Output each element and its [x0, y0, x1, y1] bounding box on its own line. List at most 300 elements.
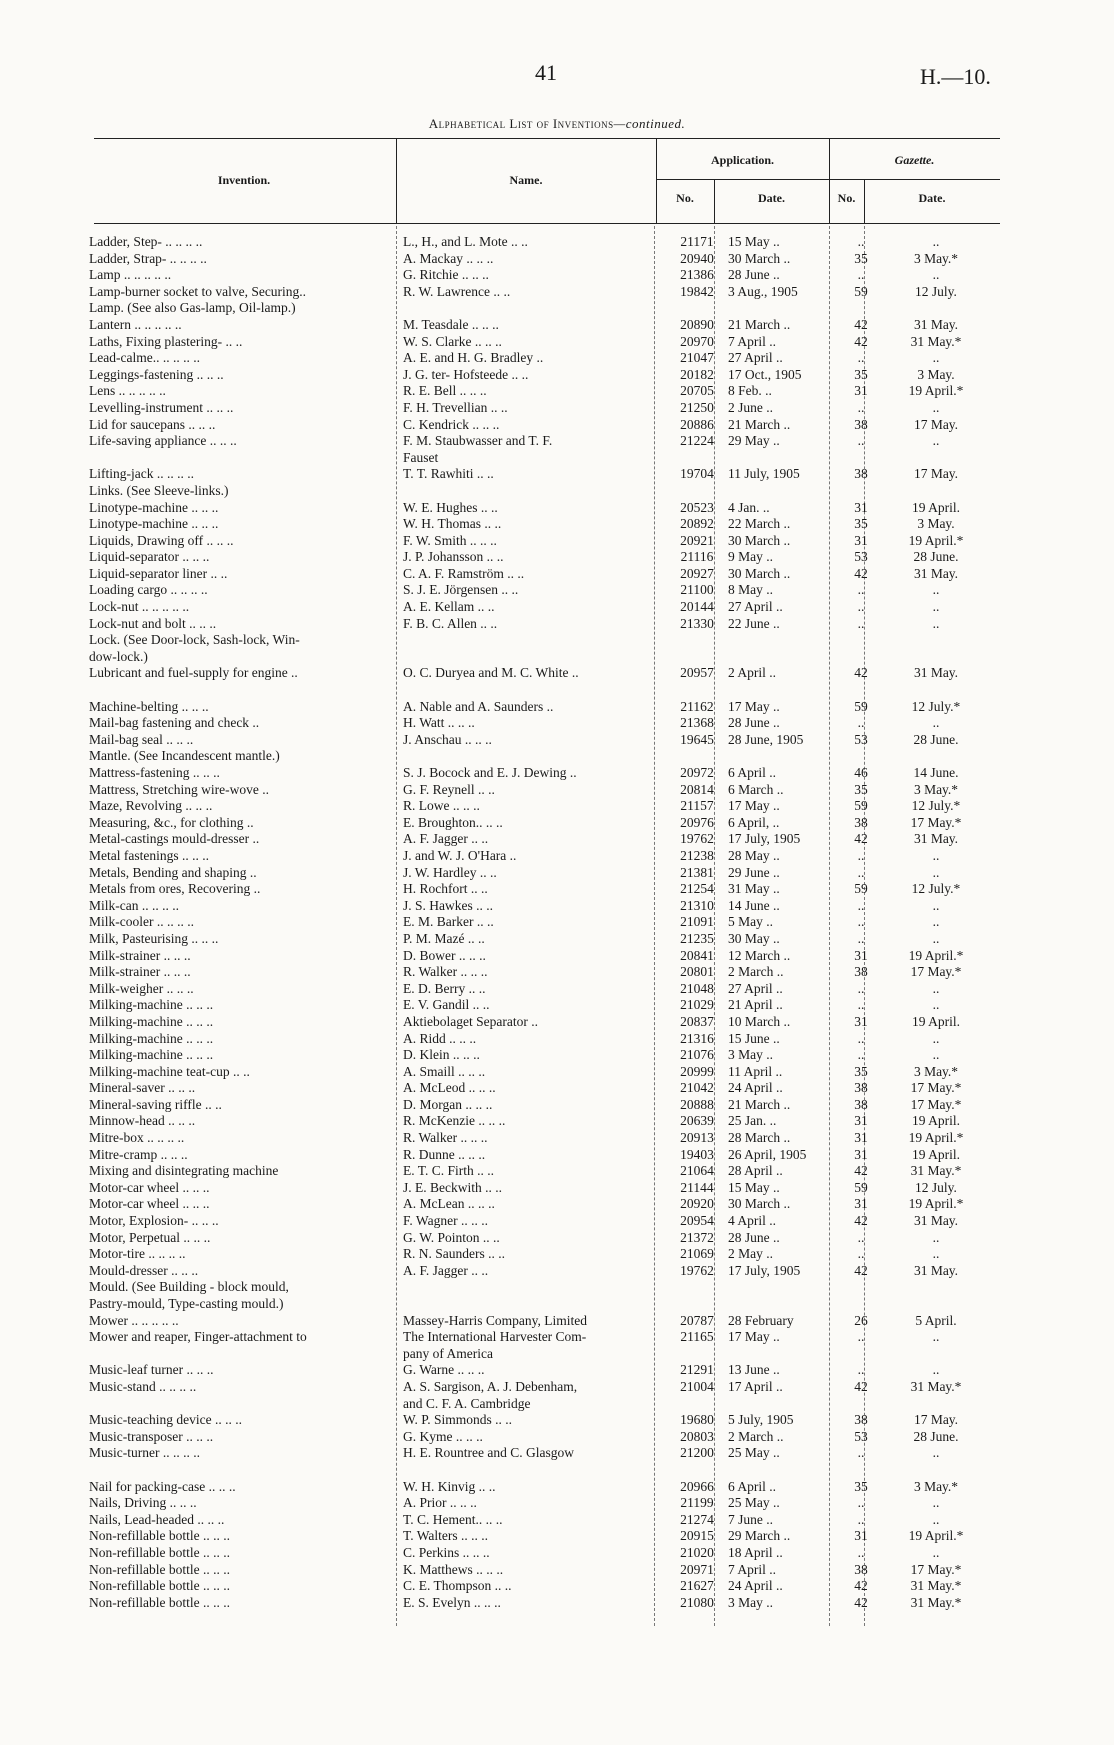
- gazette-date-cell: 31 May.: [913, 665, 959, 681]
- app-date-cell: 27 April ..: [728, 599, 783, 615]
- table-row: [86, 848, 1006, 865]
- gazette-date-cell: ..: [932, 847, 940, 863]
- gazette-no-cell: ..: [857, 897, 865, 913]
- app-date-cell: 2 May ..: [728, 1246, 773, 1262]
- app-no-cell: 21368: [680, 715, 714, 731]
- invention-cell: dow-lock.): [89, 648, 148, 664]
- name-cell: A. F. Jagger .. ..: [403, 1262, 489, 1278]
- gazette-no-cell: 42: [854, 1578, 868, 1594]
- invention-cell: Mail-bag seal .. .. ..: [89, 731, 194, 747]
- gazette-date-cell: ..: [932, 234, 940, 249]
- gazette-no-cell: 42: [854, 1594, 868, 1610]
- app-no-cell: 20144: [680, 599, 714, 615]
- app-date-cell: 6 April ..: [728, 1478, 777, 1494]
- gazette-no-cell: ..: [857, 980, 865, 996]
- gazette-date-cell: ..: [932, 1246, 940, 1262]
- name-cell: R. Dunne .. .. ..: [403, 1146, 486, 1162]
- app-date-cell: 28 June, 1905: [728, 731, 804, 747]
- table-row: [86, 433, 1006, 450]
- app-no-cell: 21157: [680, 798, 714, 814]
- gazette-no-cell: 59: [854, 881, 868, 897]
- section-gap: [86, 682, 1006, 699]
- gazette-no-cell: 38: [854, 416, 868, 432]
- app-no-cell: 21029: [680, 997, 714, 1013]
- name-cell: W. P. Simmonds .. ..: [403, 1412, 513, 1428]
- gazette-date-cell: ..: [932, 267, 940, 283]
- gazette-no-cell: 31: [854, 532, 868, 548]
- gazette-date-cell: 17 May.: [913, 466, 959, 482]
- name-cell: E. Broughton.. .. ..: [403, 814, 503, 830]
- col-gaz-date: Date.: [918, 191, 946, 205]
- invention-cell: Links. (See Sleeve-links.): [89, 482, 229, 498]
- invention-cell: Milk-weigher .. .. ..: [89, 980, 194, 996]
- name-cell: A. Nable and A. Saunders ..: [403, 698, 554, 714]
- app-date-cell: 10 March ..: [728, 1013, 791, 1029]
- invention-cell: Mattress, Stretching wire-wove ..: [89, 781, 269, 797]
- app-date-cell: 11 July, 1905: [728, 466, 800, 482]
- app-date-cell: 25 May ..: [728, 1445, 780, 1461]
- invention-cell: Mitre-box .. .. .. ..: [89, 1130, 185, 1146]
- app-no-cell: 21047: [680, 350, 714, 366]
- app-date-cell: 28 February: [728, 1312, 794, 1328]
- app-no-cell: 19762: [680, 1262, 714, 1278]
- gazette-no-cell: 59: [854, 283, 868, 299]
- gazette-no-cell: 42: [854, 1378, 868, 1394]
- name-cell: J. P. Johansson .. ..: [403, 549, 504, 565]
- app-no-cell: 19762: [680, 831, 714, 847]
- table-row: [86, 1163, 1006, 1180]
- name-cell: J. W. Hardley .. ..: [403, 864, 497, 880]
- gazette-date-cell: 31 May.*: [910, 1378, 962, 1394]
- app-date-cell: 7 April ..: [728, 333, 777, 349]
- gazette-no-cell: 35: [854, 516, 868, 532]
- table-row: [86, 865, 1006, 882]
- gazette-date-cell: 17 May.: [913, 416, 959, 432]
- name-cell: S. J. Bocock and E. J. Dewing ..: [403, 765, 577, 780]
- gazette-no-cell: 42: [854, 565, 868, 581]
- app-no-cell: 20814: [680, 781, 714, 797]
- invention-cell: Milking-machine .. .. ..: [89, 1030, 214, 1046]
- name-cell: E. D. Berry .. ..: [403, 980, 486, 996]
- app-date-cell: 2 June ..: [728, 399, 773, 415]
- gazette-no-cell: 38: [854, 1096, 868, 1112]
- app-date-cell: 31 May ..: [728, 881, 780, 897]
- app-date-cell: 15 May ..: [728, 1179, 780, 1195]
- invention-cell: Mineral-saving riffle .. ..: [89, 1096, 222, 1112]
- app-date-cell: 6 April, ..: [728, 814, 780, 830]
- app-date-cell: 21 March ..: [728, 416, 791, 432]
- invention-cell: Metal fastenings .. .. ..: [89, 847, 209, 863]
- gazette-date-cell: 31 May.: [913, 565, 959, 581]
- gazette-date-cell: ..: [932, 1229, 940, 1245]
- table-row: [86, 765, 1006, 782]
- invention-cell: Milk-strainer .. .. ..: [89, 964, 191, 980]
- gazette-date-cell: ..: [932, 1329, 940, 1345]
- gazette-no-cell: 31: [854, 383, 868, 399]
- gazette-date-cell: ..: [932, 582, 940, 598]
- invention-cell: Mail-bag fastening and check ..: [89, 715, 260, 731]
- invention-cell: Lifting-jack .. .. .. ..: [89, 466, 194, 482]
- app-date-cell: 17 Oct., 1905: [728, 366, 802, 382]
- name-cell: R. Lowe .. .. ..: [403, 798, 480, 814]
- app-no-cell: 20890: [680, 316, 714, 332]
- app-date-cell: 13 June ..: [728, 1362, 780, 1378]
- gazette-no-cell: 35: [854, 366, 868, 382]
- gazette-no-cell: 35: [854, 781, 868, 797]
- gazette-date-cell: ..: [932, 1511, 940, 1527]
- app-no-cell: 20801: [680, 964, 714, 980]
- invention-cell: Lubricant and fuel-supply for engine ..: [89, 665, 298, 681]
- gazette-date-cell: 17 May.*: [910, 1561, 962, 1577]
- invention-cell: Motor-car wheel .. .. ..: [89, 1196, 210, 1212]
- gazette-date-cell: 31 May.*: [910, 1163, 962, 1179]
- section-gap: [86, 1462, 1006, 1479]
- app-date-cell: 6 April ..: [728, 765, 777, 780]
- app-date-cell: 24 April ..: [728, 1080, 783, 1096]
- app-date-cell: 2 March ..: [728, 1428, 784, 1444]
- app-no-cell: 20940: [680, 250, 714, 266]
- app-no-cell: 21162: [680, 698, 714, 714]
- name-cell: E. M. Barker .. ..: [403, 914, 494, 930]
- table-row: [86, 1313, 1006, 1330]
- name-cell: G. Warne .. .. ..: [403, 1362, 485, 1378]
- app-date-cell: 28 June ..: [728, 1229, 780, 1245]
- invention-cell: Mattress-fastening .. .. ..: [89, 765, 220, 780]
- app-no-cell: 21069: [680, 1246, 714, 1262]
- gazette-date-cell: 3 May.*: [913, 250, 959, 266]
- name-cell: C. E. Thompson .. ..: [403, 1578, 512, 1594]
- invention-cell: Music-transposer .. .. ..: [89, 1428, 214, 1444]
- app-date-cell: 3 May ..: [728, 1047, 773, 1063]
- gazette-no-cell: ..: [857, 1030, 865, 1046]
- app-no-cell: 19704: [680, 466, 714, 482]
- col-invention: Invention.: [217, 173, 271, 187]
- gazette-date-cell: 19 April.*: [908, 1528, 964, 1544]
- gazette-date-cell: ..: [932, 399, 940, 415]
- app-no-cell: 21627: [680, 1578, 714, 1594]
- invention-cell: Lock-nut .. .. .. .. ..: [89, 599, 190, 615]
- gazette-date-cell: ..: [932, 615, 940, 631]
- table-row: [86, 798, 1006, 815]
- app-date-cell: 17 July, 1905: [728, 831, 801, 847]
- gazette-no-cell: ..: [857, 1362, 865, 1378]
- invention-cell: Metals from ores, Recovering ..: [89, 881, 261, 897]
- app-date-cell: 28 June ..: [728, 267, 780, 283]
- gazette-date-cell: 17 May.*: [910, 814, 962, 830]
- gazette-date-cell: 3 May.*: [913, 1478, 959, 1494]
- table-row: [86, 1445, 1006, 1462]
- gazette-no-cell: ..: [857, 997, 865, 1013]
- app-no-cell: 21048: [680, 980, 714, 996]
- table-row: [86, 1412, 1006, 1429]
- table-row: [86, 383, 1006, 400]
- table-row: [86, 782, 1006, 799]
- app-date-cell: 2 March ..: [728, 964, 784, 980]
- app-date-cell: 30 March ..: [728, 1196, 791, 1212]
- gazette-no-cell: ..: [857, 1511, 865, 1527]
- app-date-cell: 11 April ..: [728, 1063, 783, 1079]
- app-date-cell: 30 May ..: [728, 930, 780, 946]
- page-title: [0, 116, 1114, 132]
- col-app-date: Date.: [758, 191, 785, 205]
- name-cell: H. Rochfort .. ..: [403, 881, 488, 897]
- invention-cell: Levelling-instrument .. .. ..: [89, 399, 234, 415]
- gazette-date-cell: 19 April.*: [908, 532, 964, 548]
- invention-cell: Pastry-mould, Type-casting mould.): [89, 1296, 284, 1311]
- invention-cell: Mould. (See Building - block mould,: [89, 1279, 289, 1295]
- app-date-cell: 3 May ..: [728, 1594, 773, 1610]
- app-no-cell: 20970: [680, 333, 714, 349]
- gazette-date-cell: ..: [932, 864, 940, 880]
- gazette-no-cell: 42: [854, 1262, 868, 1278]
- gazette-no-cell: ..: [857, 267, 865, 283]
- invention-cell: Measuring, &c., for clothing ..: [89, 814, 254, 830]
- app-no-cell: 21235: [680, 930, 714, 946]
- gazette-no-cell: ..: [857, 1495, 865, 1511]
- col-name: Name.: [509, 173, 543, 187]
- invention-cell: Lamp. (See also Gas-lamp, Oil-lamp.): [89, 300, 296, 316]
- app-date-cell: 15 May ..: [728, 234, 780, 249]
- gazette-no-cell: 31: [854, 1013, 868, 1029]
- gazette-no-cell: 38: [854, 1080, 868, 1096]
- app-date-cell: 3 Aug., 1905: [728, 283, 798, 299]
- app-no-cell: 20639: [680, 1113, 714, 1129]
- gazette-date-cell: ..: [932, 715, 940, 731]
- app-no-cell: 20966: [680, 1478, 714, 1494]
- app-date-cell: 21 April ..: [728, 997, 783, 1013]
- gazette-no-cell: 59: [854, 1179, 868, 1195]
- invention-cell: Music-stand .. .. .. ..: [89, 1378, 197, 1394]
- table-row: [86, 699, 1006, 716]
- gazette-no-cell: 31: [854, 947, 868, 963]
- invention-cell: Lock. (See Door-lock, Sash-lock, Win-: [89, 632, 300, 648]
- name-cell: The International Harvester Com-: [403, 1329, 587, 1345]
- table-row: [86, 466, 1006, 483]
- table-row: [86, 284, 1006, 301]
- table-row: [86, 350, 1006, 367]
- app-no-cell: 19403: [680, 1146, 714, 1162]
- app-no-cell: 20913: [680, 1130, 714, 1146]
- gazette-date-cell: 3 May.: [917, 516, 955, 532]
- col-gaz-no: No.: [837, 191, 856, 205]
- invention-cell: Music-leaf turner .. .. ..: [89, 1362, 214, 1378]
- invention-cell: Milking-machine .. .. ..: [89, 1013, 214, 1029]
- app-date-cell: 2 April ..: [728, 665, 777, 681]
- app-date-cell: 22 June ..: [728, 615, 780, 631]
- gazette-no-cell: ..: [857, 1047, 865, 1063]
- gazette-date-cell: 17 May.: [913, 1412, 959, 1428]
- name-cell: T. C. Hement.. .. ..: [403, 1511, 503, 1527]
- table-row: [86, 1147, 1006, 1164]
- table-row: [86, 1230, 1006, 1247]
- gazette-date-cell: ..: [932, 914, 940, 930]
- app-date-cell: 26 April, 1905: [728, 1146, 807, 1162]
- name-cell: and C. F. A. Cambridge: [403, 1395, 531, 1411]
- invention-cell: Milk-can .. .. .. ..: [89, 897, 179, 913]
- invention-cell: Liquid-separator liner .. ..: [89, 565, 228, 581]
- name-cell: M. Teasdale .. .. ..: [403, 316, 499, 332]
- gazette-date-cell: ..: [932, 930, 940, 946]
- invention-cell: Laths, Fixing plastering- .. ..: [89, 333, 243, 349]
- table-row: [86, 1196, 1006, 1213]
- app-date-cell: 7 June ..: [728, 1511, 773, 1527]
- table-row: [86, 881, 1006, 898]
- invention-cell: Lock-nut and bolt .. .. ..: [89, 615, 217, 631]
- name-cell: J. E. Beckwith .. ..: [403, 1179, 502, 1195]
- gazette-no-cell: ..: [857, 234, 865, 249]
- invention-cell: Lantern .. .. .. .. ..: [89, 316, 182, 332]
- app-no-cell: 21080: [680, 1594, 714, 1610]
- gazette-date-cell: ..: [932, 897, 940, 913]
- gazette-date-cell: 19 April.*: [908, 947, 964, 963]
- table-row: [86, 1097, 1006, 1114]
- invention-cell: Nail for packing-case .. .. ..: [89, 1478, 236, 1494]
- app-date-cell: 17 May ..: [728, 798, 780, 814]
- app-date-cell: 7 April ..: [728, 1561, 777, 1577]
- invention-cell: Non-refillable bottle .. .. ..: [89, 1578, 230, 1594]
- table-row: [86, 400, 1006, 417]
- table-row: [86, 1080, 1006, 1097]
- app-date-cell: 15 June ..: [728, 1030, 780, 1046]
- app-no-cell: 20182: [680, 366, 714, 382]
- invention-cell: Metals, Bending and shaping ..: [89, 864, 257, 880]
- name-cell: F. Wagner .. .. ..: [403, 1213, 488, 1229]
- name-cell: E. S. Evelyn .. .. ..: [403, 1594, 501, 1610]
- table-row: [86, 665, 1006, 682]
- table-row: [86, 417, 1006, 434]
- table-row: [86, 964, 1006, 981]
- app-date-cell: 27 April ..: [728, 350, 783, 366]
- invention-cell: Machine-belting .. .. ..: [89, 698, 209, 714]
- table-row: [86, 1031, 1006, 1048]
- name-cell: R. Walker .. .. ..: [403, 1130, 488, 1146]
- name-cell: H. Watt .. .. ..: [403, 715, 475, 731]
- app-no-cell: 21042: [680, 1080, 714, 1096]
- gazette-no-cell: 31: [854, 1196, 868, 1212]
- gazette-date-cell: 19 April.: [911, 1146, 960, 1162]
- gazette-no-cell: ..: [857, 1329, 865, 1345]
- name-cell: G. F. Reynell .. ..: [403, 781, 495, 797]
- app-date-cell: 21 March ..: [728, 1096, 791, 1112]
- app-no-cell: 20892: [680, 516, 714, 532]
- name-cell: R. McKenzie .. .. ..: [403, 1113, 506, 1129]
- table-row: [86, 948, 1006, 965]
- gazette-no-cell: 35: [854, 1478, 868, 1494]
- table-row: [86, 450, 1006, 467]
- table-row: [86, 1346, 1006, 1363]
- invention-cell: Leggings-fastening .. .. ..: [89, 366, 224, 382]
- name-cell: A. McLeod .. .. ..: [403, 1080, 496, 1096]
- app-no-cell: 21165: [680, 1329, 714, 1345]
- table-row: [86, 582, 1006, 599]
- app-date-cell: 28 March ..: [728, 1130, 791, 1146]
- app-date-cell: 21 March ..: [728, 316, 791, 332]
- app-date-cell: 14 June ..: [728, 897, 780, 913]
- gazette-date-cell: 31 May.*: [910, 1594, 962, 1610]
- gazette-no-cell: ..: [857, 715, 865, 731]
- gazette-date-cell: 31 May.: [913, 1213, 959, 1229]
- name-cell: F. H. Trevellian .. ..: [403, 399, 508, 415]
- gazette-date-cell: ..: [932, 997, 940, 1013]
- table-row: [86, 914, 1006, 931]
- gazette-date-cell: 3 May.*: [913, 1063, 959, 1079]
- app-date-cell: 30 March ..: [728, 565, 791, 581]
- table-row: [86, 1545, 1006, 1562]
- invention-cell: Lamp .. .. .. .. ..: [89, 267, 172, 283]
- table-row: [86, 1246, 1006, 1263]
- gazette-no-cell: ..: [857, 1544, 865, 1560]
- gazette-no-cell: 42: [854, 831, 868, 847]
- app-date-cell: 9 May ..: [728, 549, 773, 565]
- gazette-no-cell: 38: [854, 466, 868, 482]
- gazette-date-cell: ..: [932, 599, 940, 615]
- app-no-cell: 20841: [680, 947, 714, 963]
- gazette-no-cell: ..: [857, 864, 865, 880]
- gazette-date-cell: 12 July.: [915, 283, 957, 299]
- table-row: [86, 234, 1006, 251]
- invention-cell: Motor-tire .. .. .. ..: [89, 1246, 186, 1262]
- app-no-cell: 21171: [680, 234, 714, 249]
- table-row: [86, 632, 1006, 649]
- table-row: [86, 1296, 1006, 1313]
- gazette-date-cell: 31 May.: [913, 831, 959, 847]
- gazette-no-cell: ..: [857, 914, 865, 930]
- app-no-cell: 21200: [680, 1445, 714, 1461]
- gazette-date-cell: 12 July.*: [911, 698, 961, 714]
- name-cell: A. S. Sargison, A. J. Debenham,: [403, 1378, 578, 1394]
- gazette-no-cell: ..: [857, 615, 865, 631]
- name-cell: R. Walker .. .. ..: [403, 964, 488, 980]
- gazette-date-cell: 28 June.: [913, 1428, 959, 1444]
- app-date-cell: 25 May ..: [728, 1495, 780, 1511]
- gazette-no-cell: ..: [857, 847, 865, 863]
- app-no-cell: 21386: [680, 267, 714, 283]
- table-row: [86, 1213, 1006, 1230]
- app-no-cell: 21199: [680, 1495, 714, 1511]
- app-date-cell: 29 May ..: [728, 433, 780, 449]
- app-date-cell: 12 March ..: [728, 947, 791, 963]
- invention-cell: Milking-machine .. .. ..: [89, 1047, 214, 1063]
- table-row: [86, 1528, 1006, 1545]
- app-no-cell: 21064: [680, 1163, 714, 1179]
- name-cell: K. Matthews .. .. ..: [403, 1561, 504, 1577]
- col-app-no: No.: [676, 191, 694, 205]
- table-header: [94, 138, 1000, 224]
- gazette-no-cell: 53: [854, 731, 868, 747]
- gazette-date-cell: 14 June.: [913, 765, 959, 780]
- table-row: [86, 931, 1006, 948]
- name-cell: J. and W. J. O'Hara ..: [403, 847, 517, 863]
- app-no-cell: 21076: [680, 1047, 714, 1063]
- gazette-date-cell: 19 April.*: [908, 1196, 964, 1212]
- gazette-date-cell: ..: [932, 1544, 940, 1560]
- invention-cell: Non-refillable bottle .. .. ..: [89, 1528, 230, 1544]
- app-no-cell: 19645: [680, 731, 714, 747]
- gazette-no-cell: 31: [854, 499, 868, 515]
- table-row: [86, 748, 1006, 765]
- app-no-cell: 21316: [680, 1030, 714, 1046]
- name-cell: S. J. E. Jörgensen .. ..: [403, 582, 519, 598]
- gazette-no-cell: 42: [854, 333, 868, 349]
- app-date-cell: 8 May ..: [728, 582, 773, 598]
- app-date-cell: 22 March ..: [728, 516, 791, 532]
- gazette-date-cell: 3 May.*: [913, 781, 959, 797]
- app-no-cell: 20971: [680, 1561, 714, 1577]
- app-no-cell: 20999: [680, 1063, 714, 1079]
- app-date-cell: 6 March ..: [728, 781, 784, 797]
- table-row: [86, 1279, 1006, 1296]
- invention-cell: Milking-machine teat-cup .. ..: [89, 1063, 250, 1079]
